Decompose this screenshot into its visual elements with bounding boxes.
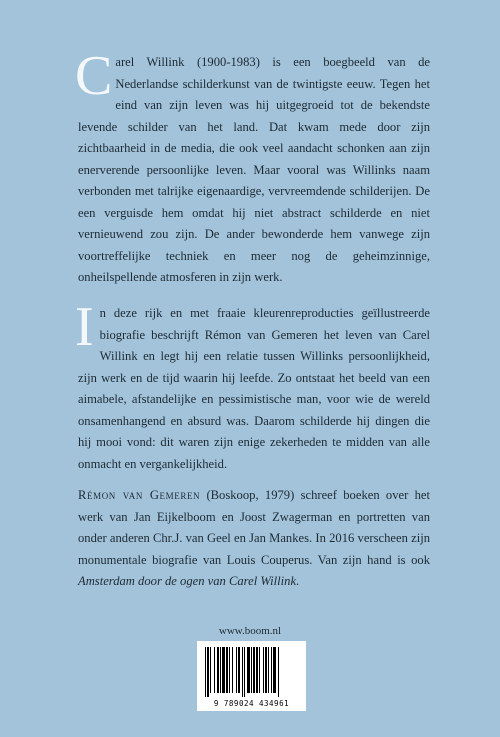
blurb-paragraph-1-text: arel Willink (1900-1983) is een boegbeeld van de Nederlandse schilderkunst van de twintigste eeuw. Tegen het eind van zijn leven was hij uitgegroeid tot de bekendste levende schilder van het land. Dat kwam mede door zijn zichtbaarheid in de media, die ook veel aandacht schonken aan zijn enerverende persoonlijke leven. Maar vooral was Willinks naam verbonden met talrijke eigenaardige, vervreemdende schilderijen. De een verguisde hem omdat hij niet abstract schilderde en niet vernieuwend zou zijn. De ander bewonderde hem vanwege zijn voortreffelijke techniek en meer nog de geheimzinnige, onheilspellende atmosferen in zijn werk.	[78, 55, 430, 284]
author-bio	[78, 485, 430, 593]
blurb-paragraph-1	[75, 45, 430, 289]
publisher-url: www.boom.nl	[218, 625, 282, 637]
blurb-paragraph-2	[75, 296, 430, 475]
dropcap-i: I	[75, 296, 94, 358]
dropcap-c: C	[75, 45, 113, 107]
isbn-barcode	[197, 641, 306, 711]
barcode-bars-icon	[203, 647, 300, 697]
author-bio-text-b: .	[296, 574, 300, 588]
author-name: Rémon van Gemeren	[78, 488, 201, 502]
barcode-digits: 9 789024 434961	[213, 699, 290, 708]
author-bio-text-a: (Boskoop, 1979) schreef boeken over het werk van Jan Eijkelboom en Joost Zwagerman en portretten van onder anderen Chr.J. van Geel en Jan Mankes. In 2016 verscheen zijn monumentale biografie van Louis Couperus. Van zijn hand is ook	[78, 488, 431, 567]
book-title: Amsterdam door de ogen van Carel Willink	[78, 574, 297, 588]
blurb-paragraph-2-text: n deze rijk en met fraaie kleurenreproducties geïllustreerde biografie beschrijft Rémon van Gemeren het leven van Carel Willink en legt hij een relatie tussen Willinks persoonlijkheid, zijn werk en de tijd waarin hij leefde. Zo ontstaat het beeld van een aimabele, afstandelijke en pessimistische man, voor wie de wereld onsamenhangend en absurd was. Daarom schilderde hij dingen die hij mooi vond: dit waren zijn enige zekerheden te midden van alle onmacht en vergankelijkheid.	[78, 306, 430, 471]
